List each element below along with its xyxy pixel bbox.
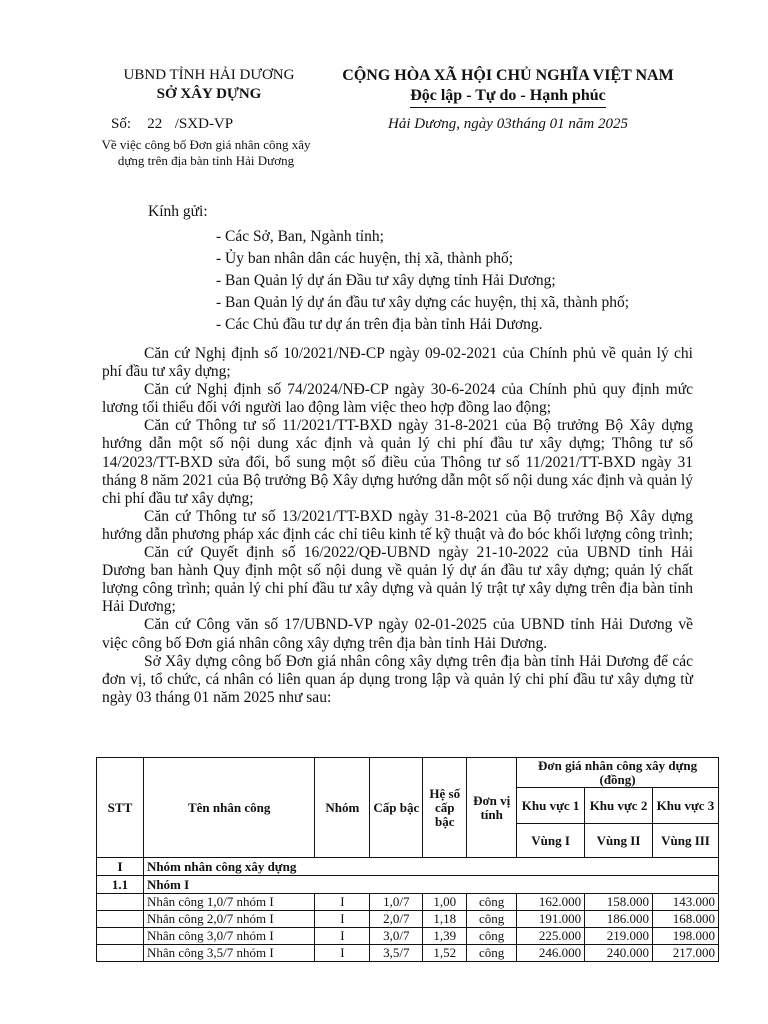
legal-basis-paragraph: Căn cứ Thông tư số 13/2021/TT-BXD ngày 31-8-2021 của Bộ trưởng Bộ Xây dựng hướng dẫn phương pháp xác định các chỉ tiêu kinh tế kỹ thuật và đo bóc khối lượng công trình; xyxy=(102,507,693,543)
header-unit-price: Đơn giá nhân công xây dựng (đồng) xyxy=(517,758,719,788)
labor-price-table xyxy=(96,757,719,962)
issuer-block xyxy=(95,66,323,104)
nation-name: CỘNG HÒA XÃ HỘI CHỦ NGHĨA VIỆT NAM xyxy=(342,67,674,84)
recipient-item: - Ban Quản lý dự án đầu tư xây dựng các huyện, thị xã, thành phố; xyxy=(216,294,630,311)
table-subsection-row: 1.1 Nhóm I xyxy=(97,876,719,894)
header-unit: Đơn vị tính xyxy=(467,758,517,858)
issuer-name: SỞ XÂY DỰNG xyxy=(156,86,262,102)
header-stt: STT xyxy=(97,758,144,858)
table-row: Nhân công 2,0/7 nhóm I I 2,0/7 1,18 công 191.000 186.000 168.000 xyxy=(97,911,719,928)
national-heading xyxy=(318,66,698,108)
legal-basis-paragraph: Căn cứ Quyết định số 16/2022/QĐ-UBND ngày 21-10-2022 của UBND tỉnh Hải Dương ban hành Quy định một số nội dung về quản lý dự án đầu tư xây dựng; quản lý chất lượng công trình; quản lý chi phí đầu tư xây dựng và quản lý trật tự xây dựng trên địa bàn tỉnh Hải Dương; xyxy=(102,544,693,616)
legal-basis-paragraph: Căn cứ Nghị định số 74/2024/NĐ-CP ngày 30-6-2024 của Chính phủ quy định mức lương tối thiểu đối với người lao động làm việc theo hợp đồng lao động; xyxy=(102,381,693,417)
table-row: Nhân công 3,5/7 nhóm I I 3,5/7 1,52 công 246.000 240.000 217.000 xyxy=(97,945,719,962)
document-subject: Về việc công bố Đơn giá nhân công xây dựng trên địa bàn tỉnh Hải Dương xyxy=(101,137,311,168)
legal-basis-paragraph: Căn cứ Thông tư số 11/2021/TT-BXD ngày 31-8-2021 của Bộ trưởng Bộ Xây dựng hướng dẫn một số nội dung xác định và quản lý chi phí đầu tư xây dựng; Thông tư số 14/2023/TT-BXD sửa đổi, bổ sung một số điều của Thông tư số 11/2021/TT-BXD ngày 31 tháng 8 năm 2021 của Bộ trưởng Bộ Xây dựng hướng dẫn một số nội dung xác định và quản lý chi phí đầu tư xây dựng; xyxy=(102,417,693,507)
header-coefficient: Hệ số cấp bậc xyxy=(423,758,467,858)
recipient-item: - Ủy ban nhân dân các huyện, thị xã, thành phố; xyxy=(216,250,513,267)
salutation: Kính gửi: xyxy=(148,203,208,220)
header-zone-2: Vùng II xyxy=(585,824,653,858)
recipient-item: - Các Sở, Ban, Ngành tỉnh; xyxy=(216,228,384,245)
document-number: Số: 22 /SXD-VP xyxy=(111,116,234,132)
header-area-2: Khu vực 2 xyxy=(585,788,653,824)
header-area-3: Khu vực 3 xyxy=(652,788,718,824)
recipient-list xyxy=(216,226,629,336)
document-body xyxy=(102,345,693,707)
document-date: Hải Dương, ngày 03tháng 01 năm 2025 xyxy=(388,116,628,132)
announcement-paragraph: Sở Xây dựng công bố Đơn giá nhân công xây dựng trên địa bàn tỉnh Hải Dương để các đơn vị, tổ chức, cá nhân có liên quan áp dụng trong lập và quản lý chi phí đầu tư xây dựng từ ngày 03 tháng 01 năm 2025 như sau: xyxy=(102,652,693,706)
document-number-value: 22 xyxy=(147,116,163,132)
recipient-item: - Ban Quản lý dự án Đầu tư xây dựng tỉnh Hải Dương; xyxy=(216,272,556,289)
national-motto: Độc lập - Tự do - Hạnh phúc xyxy=(410,86,606,108)
table-section-row: I Nhóm nhân công xây dựng xyxy=(97,858,719,876)
legal-basis-paragraph: Căn cứ Nghị định số 10/2021/NĐ-CP ngày 09-02-2021 của Chính phủ về quản lý chi phí đầu tư xây dựng; xyxy=(102,345,693,381)
recipient-item: - Các Chủ đầu tư dự án trên địa bàn tỉnh Hải Dương. xyxy=(216,316,543,333)
header-area-1: Khu vực 1 xyxy=(517,788,585,824)
header-zone-1: Vùng I xyxy=(517,824,585,858)
issuer-parent: UBND TỈNH HẢI DƯƠNG xyxy=(123,67,295,83)
header-name: Tên nhân công xyxy=(143,758,314,858)
header-zone-3: Vùng III xyxy=(652,824,718,858)
table-row: Nhân công 3,0/7 nhóm I I 3,0/7 1,39 công 225.000 219.000 198.000 xyxy=(97,928,719,945)
header-grade: Cấp bậc xyxy=(370,758,423,858)
table-row: Nhân công 1,0/7 nhóm I I 1,0/7 1,00 công 162.000 158.000 143.000 xyxy=(97,894,719,911)
header-group: Nhóm xyxy=(315,758,370,858)
legal-basis-paragraph: Căn cứ Công văn số 17/UBND-VP ngày 02-01-2025 của UBND tỉnh Hải Dương về việc công bố Đơn giá nhân công xây dựng trên địa bàn tỉnh Hải Dương. xyxy=(102,616,693,652)
